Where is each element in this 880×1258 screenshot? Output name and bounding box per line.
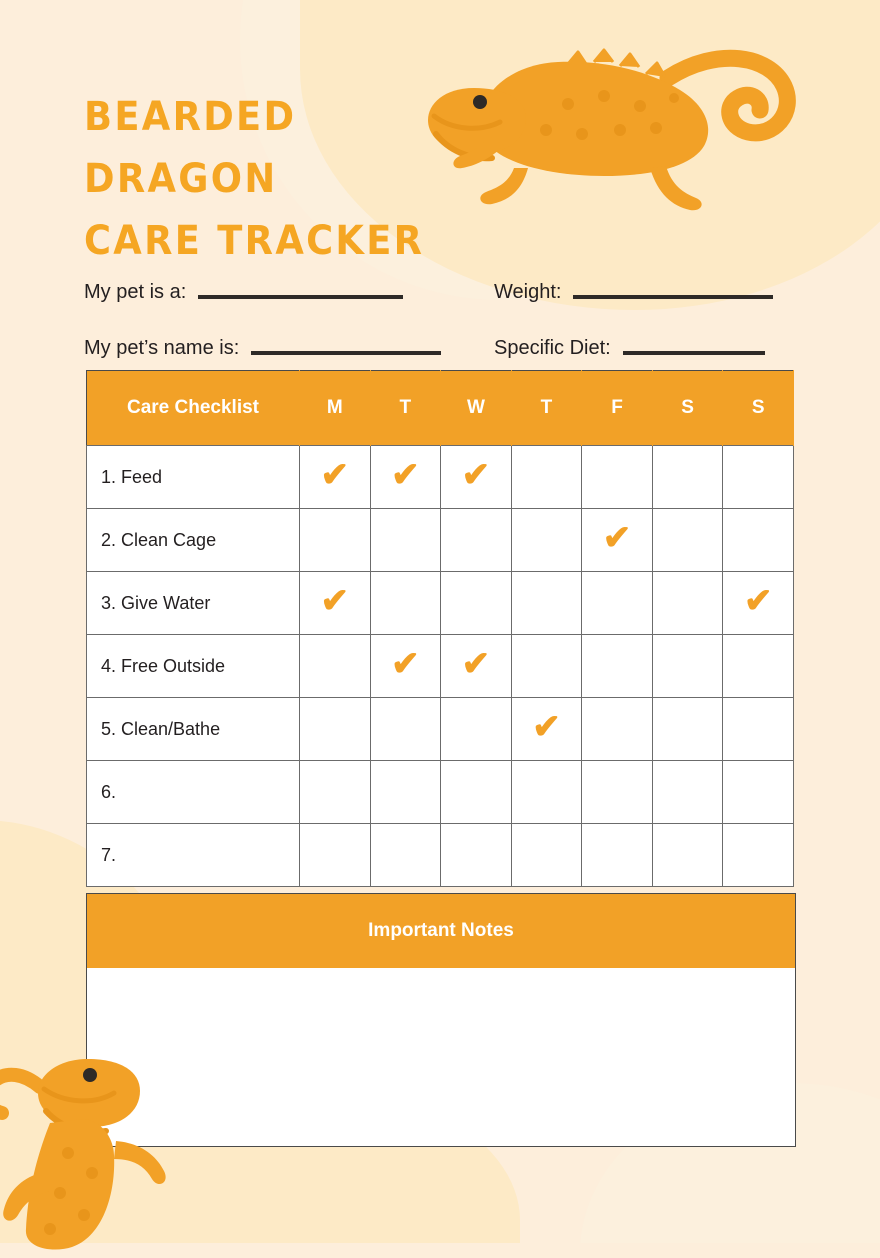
- checkbox-cell[interactable]: [582, 635, 653, 698]
- bearded-dragon-icon-bottom: [0, 1023, 240, 1253]
- important-notes-title: Important Notes: [87, 894, 795, 968]
- checkbox-cell[interactable]: [723, 509, 794, 572]
- checkbox-cell[interactable]: [370, 635, 441, 698]
- checkbox-cell[interactable]: [723, 446, 794, 509]
- field-weight[interactable]: [494, 280, 773, 304]
- checkbox-cell[interactable]: [370, 761, 441, 824]
- task-label: 7.: [87, 824, 300, 887]
- care-checklist-header: [87, 371, 794, 446]
- checkbox-cell[interactable]: [370, 446, 441, 509]
- check-icon: ✔: [461, 645, 491, 683]
- checkbox-cell[interactable]: [582, 446, 653, 509]
- checkbox-cell[interactable]: [723, 572, 794, 635]
- table-row: [87, 698, 794, 761]
- checkbox-cell[interactable]: [582, 509, 653, 572]
- checkbox-cell[interactable]: [652, 761, 723, 824]
- checkbox-cell[interactable]: [652, 824, 723, 887]
- checkbox-cell[interactable]: [300, 572, 371, 635]
- field-pet-name-label: My pet’s name is:: [84, 337, 240, 359]
- checkbox-cell[interactable]: [723, 824, 794, 887]
- column-header-checklist: Care Checklist: [87, 371, 300, 446]
- check-icon: ✔: [532, 708, 561, 746]
- table-row: [87, 509, 794, 572]
- field-pet-type-label: My pet is a:: [84, 281, 187, 303]
- checkbox-cell[interactable]: [723, 635, 794, 698]
- checkbox-cell[interactable]: [652, 446, 723, 509]
- task-label: 3. Give Water: [87, 572, 300, 635]
- checkbox-cell[interactable]: [582, 572, 653, 635]
- checkbox-cell[interactable]: [441, 698, 512, 761]
- column-header-tuesday: T: [370, 371, 441, 446]
- table-row: [87, 761, 794, 824]
- check-icon: ✔: [320, 456, 350, 494]
- field-specific-diet-input[interactable]: [623, 351, 765, 355]
- field-pet-name[interactable]: [84, 336, 494, 360]
- pet-info-row-1: [84, 248, 796, 304]
- task-label: 6.: [87, 761, 300, 824]
- checkbox-cell[interactable]: [652, 698, 723, 761]
- check-icon: ✔: [320, 582, 350, 620]
- checkbox-cell[interactable]: [511, 824, 582, 887]
- table-row: [87, 446, 794, 509]
- task-label: 2. Clean Cage: [87, 509, 300, 572]
- checkbox-cell[interactable]: [370, 698, 441, 761]
- table-row: [87, 824, 794, 887]
- checkbox-cell[interactable]: [441, 761, 512, 824]
- checkbox-cell[interactable]: [300, 761, 371, 824]
- column-header-friday: F: [582, 371, 653, 446]
- checkbox-cell[interactable]: [441, 572, 512, 635]
- page-title-line-2: CARE TRACKER: [84, 218, 425, 264]
- checkbox-cell[interactable]: [652, 572, 723, 635]
- checkbox-cell[interactable]: [370, 509, 441, 572]
- checkbox-cell[interactable]: [300, 446, 371, 509]
- column-header-saturday: S: [652, 371, 723, 446]
- table-row: [87, 572, 794, 635]
- care-checklist-table: [86, 370, 794, 887]
- table-row: [87, 635, 794, 698]
- bearded-dragon-icon: [418, 18, 808, 248]
- column-header-thursday: T: [511, 371, 582, 446]
- check-icon: ✔: [743, 582, 773, 620]
- column-header-sunday: S: [723, 371, 794, 446]
- checkbox-cell[interactable]: [582, 761, 653, 824]
- task-label: 5. Clean/Bathe: [87, 698, 300, 761]
- checkbox-cell[interactable]: [370, 572, 441, 635]
- checkbox-cell[interactable]: [511, 635, 582, 698]
- checkbox-cell[interactable]: [441, 824, 512, 887]
- task-label: 1. Feed: [87, 446, 300, 509]
- field-pet-type[interactable]: [84, 280, 494, 304]
- checkbox-cell[interactable]: [652, 509, 723, 572]
- checkbox-cell[interactable]: [723, 698, 794, 761]
- checkbox-cell[interactable]: [511, 572, 582, 635]
- page-title-line-1: BEARDED DRAGON: [84, 94, 297, 202]
- field-weight-input[interactable]: [573, 295, 773, 299]
- checkbox-cell[interactable]: [300, 635, 371, 698]
- column-header-wednesday: W: [441, 371, 512, 446]
- column-header-monday: M: [300, 371, 371, 446]
- check-icon: ✔: [602, 519, 632, 557]
- checkbox-cell[interactable]: [511, 698, 582, 761]
- checkbox-cell[interactable]: [441, 446, 512, 509]
- field-pet-type-input[interactable]: [198, 295, 403, 299]
- field-specific-diet-label: Specific Diet:: [494, 337, 611, 359]
- task-label: 4. Free Outside: [87, 635, 300, 698]
- check-icon: ✔: [391, 456, 420, 494]
- checkbox-cell[interactable]: [511, 761, 582, 824]
- pet-info-fields: [84, 248, 796, 360]
- checkbox-cell[interactable]: [300, 824, 371, 887]
- check-icon: ✔: [461, 456, 491, 494]
- checkbox-cell[interactable]: [582, 824, 653, 887]
- field-specific-diet[interactable]: [494, 336, 765, 360]
- field-pet-name-input[interactable]: [251, 351, 441, 355]
- checkbox-cell[interactable]: [441, 635, 512, 698]
- checkbox-cell[interactable]: [441, 509, 512, 572]
- field-weight-label: Weight:: [494, 281, 562, 303]
- pet-info-row-2: [84, 304, 796, 360]
- table-header-row: [87, 371, 794, 446]
- checkbox-cell[interactable]: [300, 509, 371, 572]
- checkbox-cell[interactable]: [723, 761, 794, 824]
- checkbox-cell[interactable]: [652, 635, 723, 698]
- checkbox-cell[interactable]: [300, 698, 371, 761]
- checkbox-cell[interactable]: [370, 824, 441, 887]
- care-checklist-body: [87, 446, 794, 887]
- checkbox-cell[interactable]: [511, 509, 582, 572]
- checkbox-cell[interactable]: [582, 698, 653, 761]
- checkbox-cell[interactable]: [511, 446, 582, 509]
- check-icon: ✔: [391, 645, 420, 683]
